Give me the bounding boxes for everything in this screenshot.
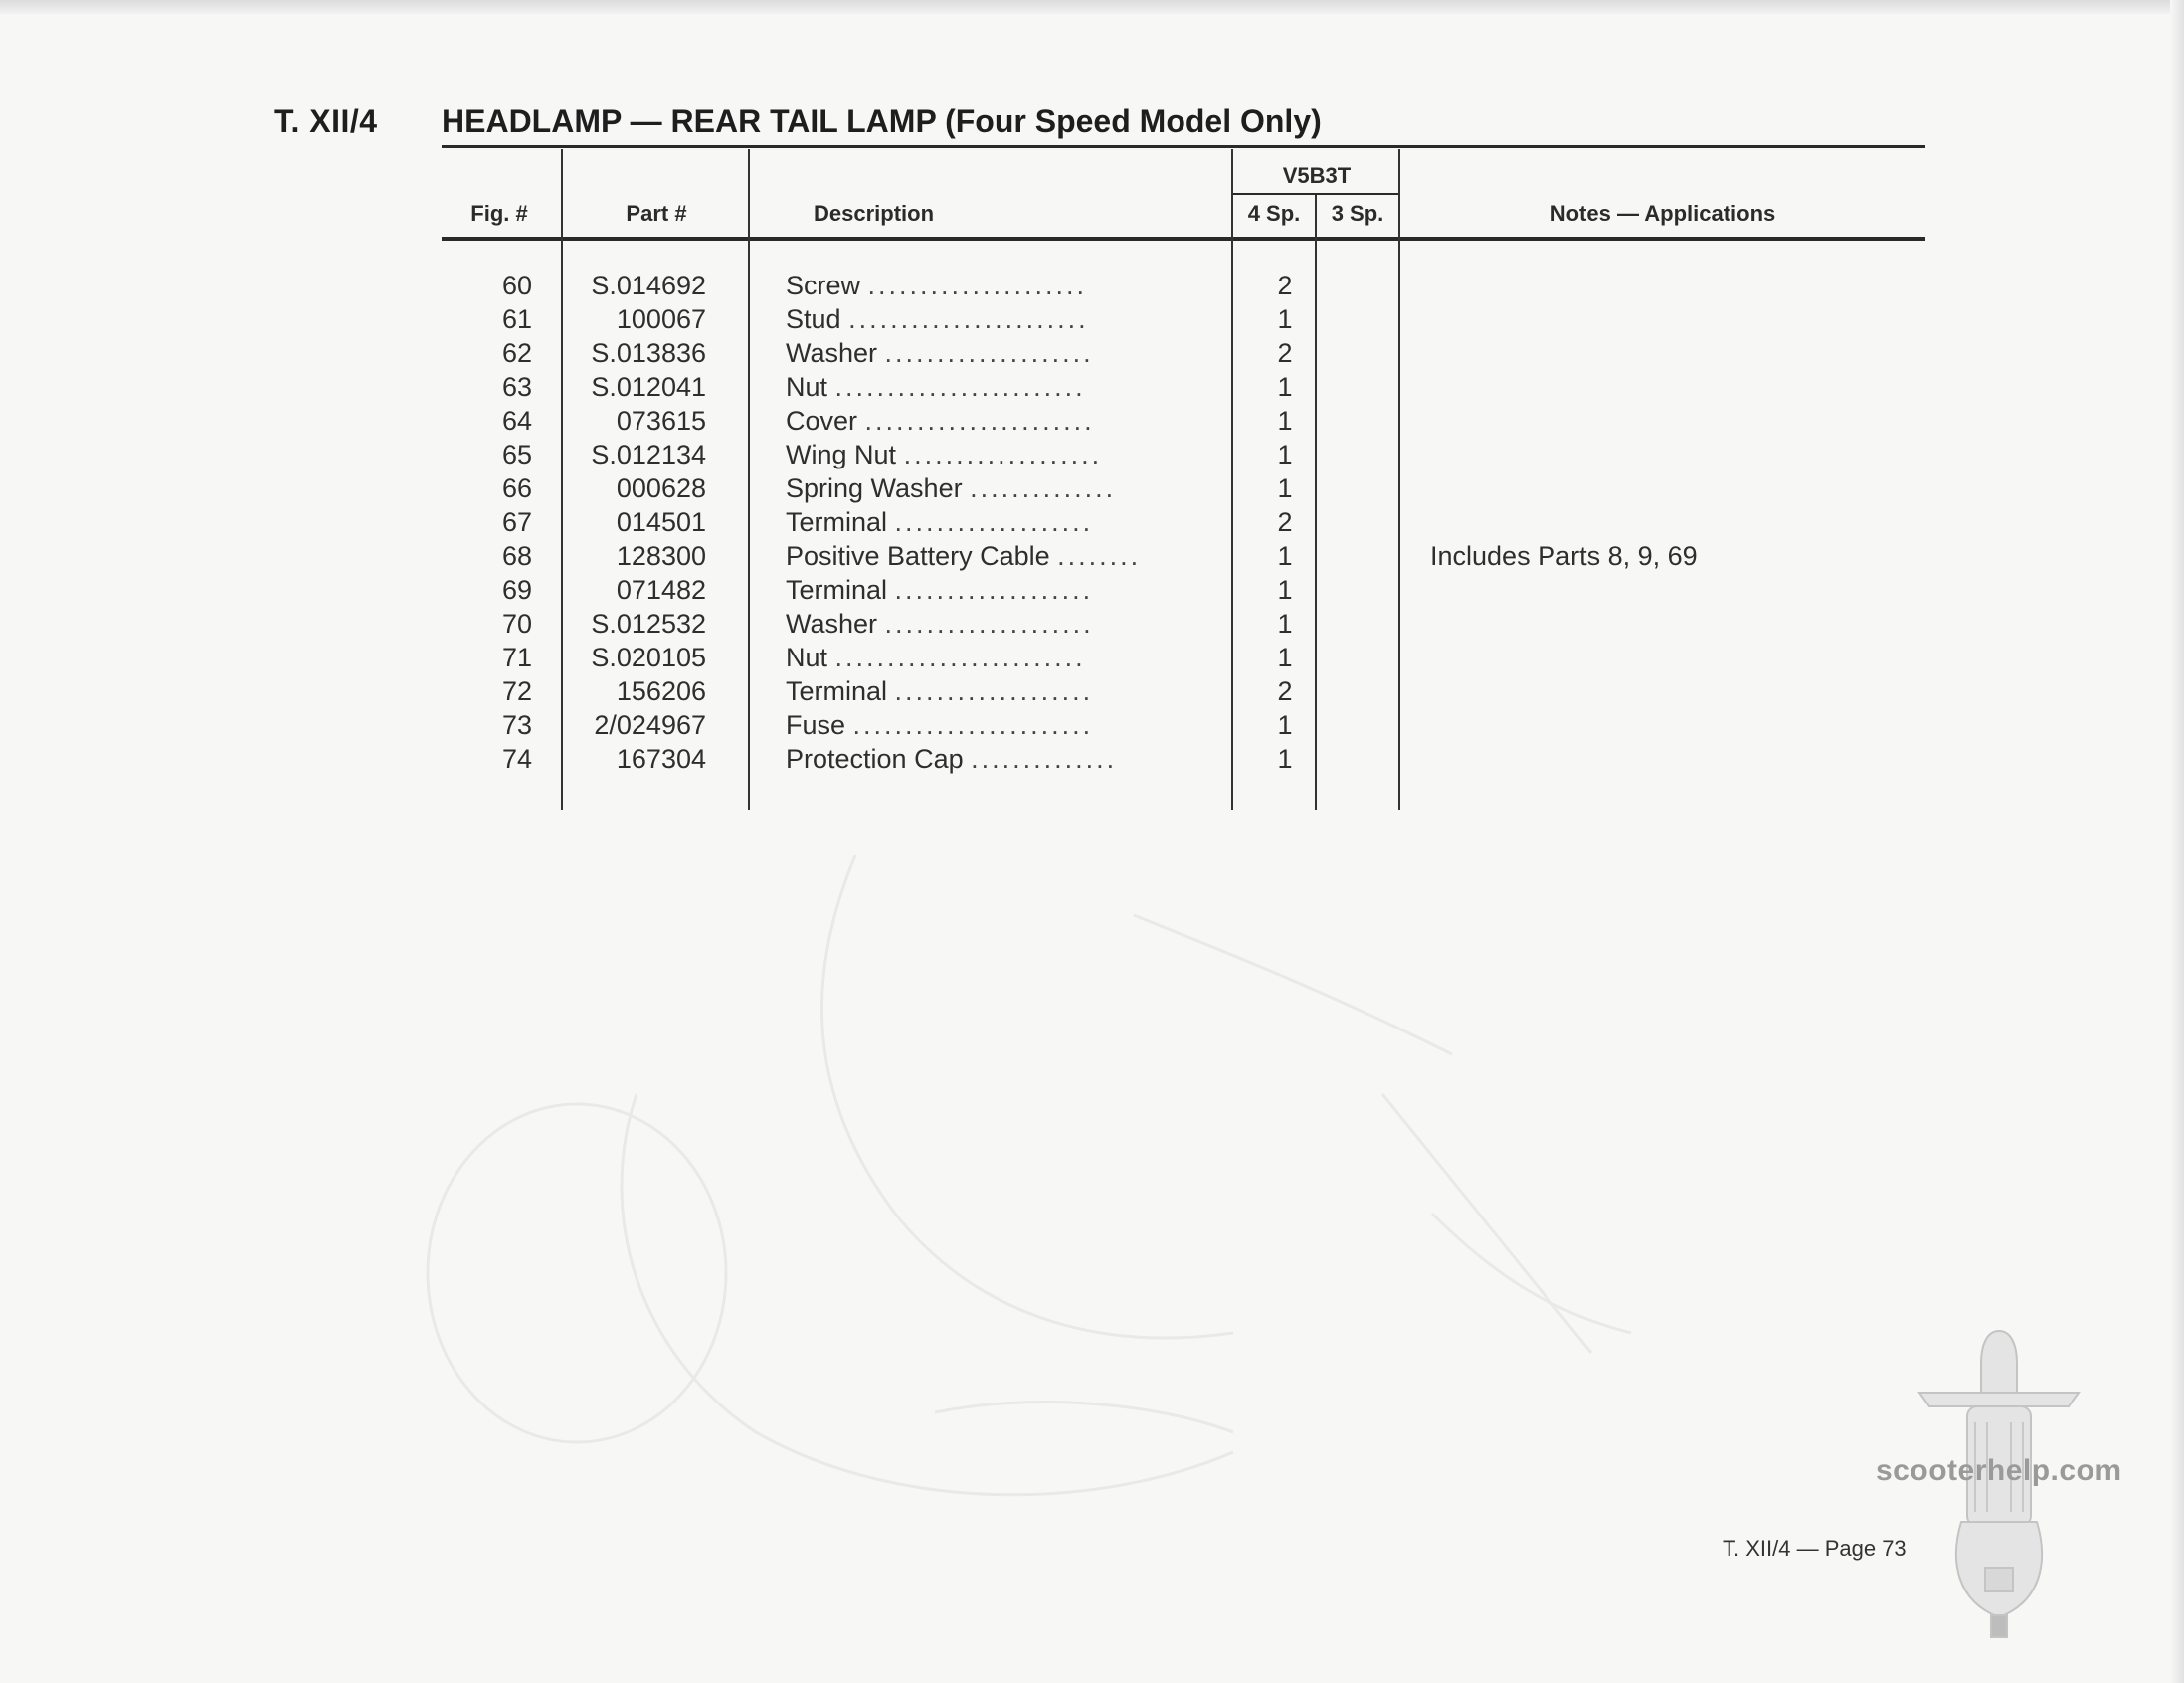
part-number: S.012041	[591, 372, 706, 402]
description-text: Protection Cap	[786, 744, 964, 774]
part-number: S.020105	[591, 643, 706, 672]
fig-number: 71	[501, 643, 533, 672]
description-text: Terminal	[786, 575, 888, 605]
description	[786, 440, 1203, 470]
qty-4sp: 1	[1277, 304, 1293, 334]
qty-4sp: 1	[1277, 643, 1293, 672]
description	[786, 541, 1203, 572]
leader-dots: ..............	[971, 744, 1118, 774]
qty-4sp: 2	[1277, 676, 1293, 706]
description-text: Washer	[786, 609, 878, 639]
leader-dots: .......................	[848, 304, 1089, 334]
description-text: Nut	[786, 372, 828, 402]
description-text: Screw	[786, 271, 861, 300]
part-number: 128300	[616, 541, 706, 571]
fig-number: 72	[501, 676, 533, 706]
description	[786, 271, 1203, 301]
table-top-rule	[442, 145, 1925, 148]
description-text: Stud	[786, 304, 841, 334]
description	[786, 744, 1203, 775]
leader-dots: ........................	[834, 372, 1086, 402]
section-code: T. XII/4	[274, 103, 378, 139]
leader-dots: ...................	[894, 507, 1094, 537]
description-text: Nut	[786, 643, 828, 672]
col-sep-desc	[1231, 149, 1233, 810]
part-number: 071482	[616, 575, 706, 605]
description-text: Fuse	[786, 710, 846, 740]
header-4sp: 4 Sp.	[1247, 201, 1301, 226]
col-sep-model	[1398, 149, 1400, 810]
leader-dots: ....................	[884, 338, 1094, 368]
description-text: Positive Battery Cable	[786, 541, 1050, 571]
qty-4sp: 1	[1277, 744, 1293, 774]
qty-4sp: 1	[1277, 406, 1293, 436]
leader-dots: ..............	[970, 473, 1117, 503]
part-number: S.014692	[591, 271, 706, 300]
leader-dots: ........................	[834, 643, 1086, 672]
description	[786, 338, 1203, 369]
page-footer: T. XII/4 — Page 73	[1723, 1536, 1907, 1561]
part-number: 073615	[616, 406, 706, 436]
scan-right-shadow	[2170, 0, 2184, 1683]
col-sep-part	[748, 149, 750, 810]
header-notes: Notes — Applications	[1549, 201, 1776, 226]
leader-dots: .....................	[867, 271, 1088, 300]
qty-4sp: 2	[1277, 338, 1293, 368]
qty-4sp: 1	[1277, 372, 1293, 402]
qty-4sp: 1	[1277, 710, 1293, 740]
part-number: 2/024967	[594, 710, 706, 740]
fig-number: 62	[501, 338, 533, 368]
description-text: Washer	[786, 338, 878, 368]
qty-4sp: 1	[1277, 575, 1293, 605]
description	[786, 406, 1203, 437]
description	[786, 643, 1203, 673]
description	[786, 609, 1203, 640]
description-text: Terminal	[786, 676, 888, 706]
part-number: S.013836	[591, 338, 706, 368]
fig-number: 68	[501, 541, 533, 571]
part-number: 167304	[616, 744, 706, 774]
watermark-text: scooterhelp.com	[1876, 1454, 2122, 1487]
fig-number: 70	[501, 609, 533, 639]
header-fig: Fig. #	[470, 201, 528, 226]
qty-4sp: 1	[1277, 609, 1293, 639]
description-text: Spring Washer	[786, 473, 963, 503]
header-model: V5B3T	[1282, 163, 1352, 188]
part-number: 000628	[616, 473, 706, 503]
scan-top-shadow	[0, 0, 2184, 14]
header-description: Description	[814, 201, 935, 226]
fig-number: 65	[501, 440, 533, 469]
background-sketch	[338, 796, 1830, 1552]
part-number: S.012532	[591, 609, 706, 639]
page-title: HEADLAMP — REAR TAIL LAMP (Four Speed Model Only)	[442, 103, 1322, 139]
part-number: 014501	[616, 507, 706, 537]
header-3sp: 3 Sp.	[1331, 201, 1384, 226]
qty-4sp: 1	[1277, 541, 1293, 571]
leader-dots: ....................	[884, 609, 1094, 639]
description	[786, 304, 1203, 335]
part-number: S.012134	[591, 440, 706, 469]
fig-number: 66	[501, 473, 533, 503]
fig-number: 73	[501, 710, 533, 740]
leader-dots: ........	[1057, 541, 1142, 571]
part-number: 156206	[616, 676, 706, 706]
fig-number: 67	[501, 507, 533, 537]
application-note: Includes Parts 8, 9, 69	[1430, 541, 1698, 571]
description-text: Wing Nut	[786, 440, 897, 469]
description	[786, 575, 1203, 606]
col-sep-4sp	[1315, 195, 1317, 810]
qty-4sp: 1	[1277, 473, 1293, 503]
leader-dots: ......................	[864, 406, 1095, 436]
part-number: 100067	[616, 304, 706, 334]
leader-dots: .......................	[852, 710, 1094, 740]
description	[786, 507, 1203, 538]
fig-number: 69	[501, 575, 533, 605]
qty-4sp: 2	[1277, 271, 1293, 300]
fig-number: 74	[501, 744, 533, 774]
description	[786, 676, 1203, 707]
fig-number: 63	[501, 372, 533, 402]
description	[786, 473, 1203, 504]
model-subheader-rule	[1233, 193, 1400, 195]
qty-4sp: 1	[1277, 440, 1293, 469]
leader-dots: ...................	[903, 440, 1103, 469]
leader-dots: ...................	[894, 575, 1094, 605]
leader-dots: ...................	[894, 676, 1094, 706]
table-header-rule	[442, 237, 1925, 241]
fig-number: 64	[501, 406, 533, 436]
header-part: Part #	[626, 201, 687, 226]
description-text: Cover	[786, 406, 858, 436]
description-text: Terminal	[786, 507, 888, 537]
description	[786, 372, 1203, 403]
qty-4sp: 2	[1277, 507, 1293, 537]
fig-number: 61	[501, 304, 533, 334]
fig-number: 60	[501, 271, 533, 300]
description	[786, 710, 1203, 741]
